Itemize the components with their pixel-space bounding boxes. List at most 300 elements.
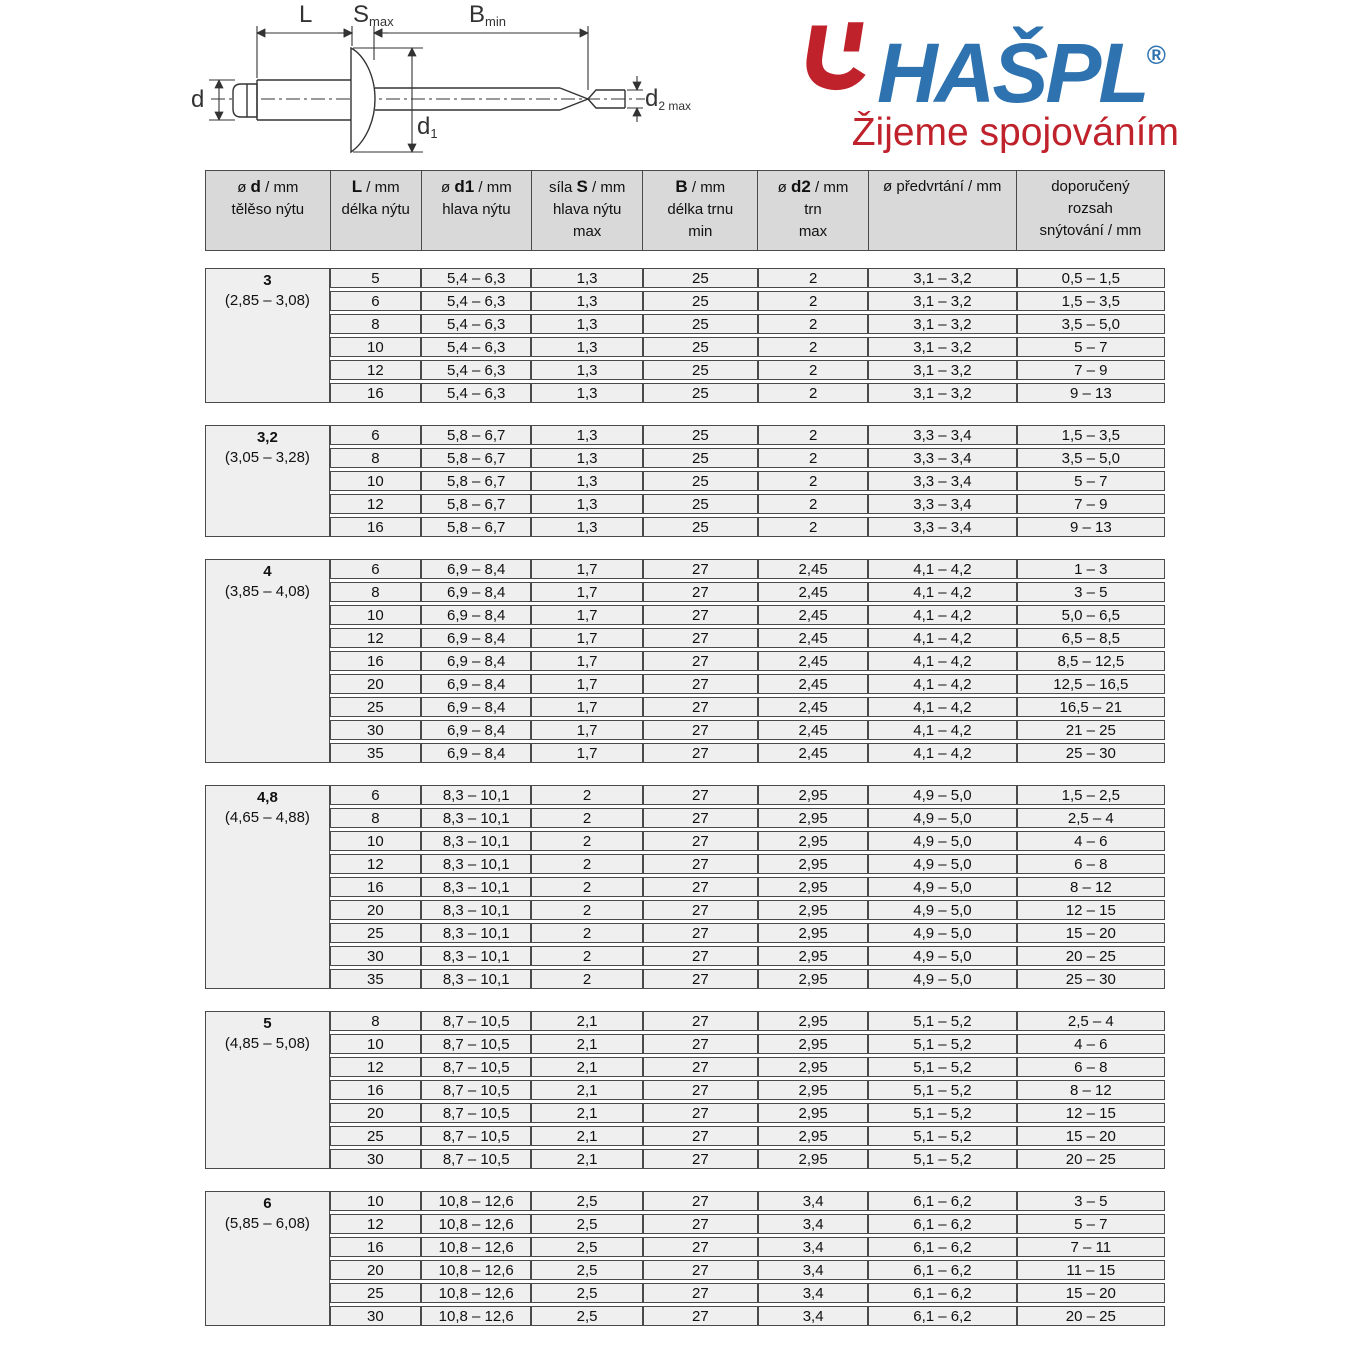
table-row — [205, 360, 1165, 380]
cell: 12 — [330, 360, 421, 380]
cell: 3,4 — [758, 1237, 868, 1257]
rivet-group-3 — [205, 265, 1165, 406]
group-size-cell — [205, 1191, 330, 1326]
cell: 2 — [758, 494, 868, 514]
cell: 27 — [643, 1260, 758, 1280]
cell: 8,7 – 10,5 — [421, 1080, 531, 1100]
table-row — [205, 831, 1165, 851]
cell: 5,4 – 6,3 — [421, 291, 531, 311]
group-size: 6 — [263, 1195, 272, 1212]
cell: 30 — [330, 720, 421, 740]
cell: 3,4 — [758, 1191, 868, 1211]
cell: 4,1 – 4,2 — [868, 559, 1016, 579]
dim-label-S-max: Smax — [353, 1, 394, 29]
cell: 1,5 – 3,5 — [1017, 291, 1165, 311]
cell: 2 — [531, 900, 642, 920]
cell: 2 — [531, 785, 642, 805]
cell: 27 — [643, 628, 758, 648]
cell: 2 — [758, 291, 868, 311]
cell: 2 — [758, 314, 868, 334]
table-row — [205, 1126, 1165, 1146]
cell: 35 — [330, 743, 421, 763]
cell: 1,3 — [531, 337, 642, 357]
cell: 27 — [643, 651, 758, 671]
table-row — [205, 314, 1165, 334]
cell: 12 — [330, 854, 421, 874]
cell: 25 – 30 — [1017, 743, 1165, 763]
cell: 5,4 – 6,3 — [421, 314, 531, 334]
cell: 4,1 – 4,2 — [868, 605, 1016, 625]
cell: 12 — [330, 494, 421, 514]
cell: 25 — [330, 923, 421, 943]
table-row — [205, 471, 1165, 491]
cell: 20 — [330, 674, 421, 694]
cell: 6,1 – 6,2 — [868, 1214, 1016, 1234]
cell: 5 — [330, 268, 421, 288]
cell: 10 — [330, 605, 421, 625]
rivet-group-5 — [205, 1008, 1165, 1172]
cell: 27 — [643, 785, 758, 805]
cell: 2,95 — [758, 877, 868, 897]
cell: 1,7 — [531, 743, 642, 763]
cell: 6 — [330, 559, 421, 579]
cell: 27 — [643, 854, 758, 874]
table-row — [205, 337, 1165, 357]
cell: 2 — [758, 448, 868, 468]
cell: 27 — [643, 808, 758, 828]
cell: 1,3 — [531, 425, 642, 445]
cell: 3,4 — [758, 1260, 868, 1280]
cell: 0,5 – 1,5 — [1017, 268, 1165, 288]
cell: 6,5 – 8,5 — [1017, 628, 1165, 648]
cell: 3,5 – 5,0 — [1017, 314, 1165, 334]
cell: 20 — [330, 1260, 421, 1280]
cell: 2,45 — [758, 697, 868, 717]
cell: 1,7 — [531, 628, 642, 648]
table-row — [205, 697, 1165, 717]
cell: 6 — [330, 785, 421, 805]
table-row — [205, 923, 1165, 943]
rivet-group-6 — [205, 1188, 1165, 1329]
table-row — [205, 559, 1165, 579]
cell: 3,1 – 3,2 — [868, 337, 1016, 357]
cell: 5 – 7 — [1017, 1214, 1165, 1234]
cell: 8,3 – 10,1 — [421, 946, 531, 966]
brand-name — [877, 12, 1166, 120]
cell: 25 — [330, 1126, 421, 1146]
cell: 27 — [643, 1214, 758, 1234]
cell: 10,8 – 12,6 — [421, 1306, 531, 1326]
cell: 2,1 — [531, 1103, 642, 1123]
cell: 12,5 – 16,5 — [1017, 674, 1165, 694]
cell: 6,9 – 8,4 — [421, 582, 531, 602]
cell: 5,1 – 5,2 — [868, 1011, 1016, 1031]
cell: 2,95 — [758, 1103, 868, 1123]
cell: 25 — [643, 291, 758, 311]
cell: 5,8 – 6,7 — [421, 425, 531, 445]
cell: 4,9 – 5,0 — [868, 923, 1016, 943]
cell: 5,4 – 6,3 — [421, 383, 531, 403]
cell: 1,3 — [531, 448, 642, 468]
cell: 4,9 – 5,0 — [868, 808, 1016, 828]
haspl-logo — [793, 12, 1193, 154]
rivet-group-3-2 — [205, 422, 1165, 540]
cell: 5,8 – 6,7 — [421, 471, 531, 491]
cell: 25 — [330, 697, 421, 717]
cell: 7 – 9 — [1017, 494, 1165, 514]
cell: 12 — [330, 1214, 421, 1234]
table-row — [205, 969, 1165, 989]
cell: 25 — [643, 425, 758, 445]
cell: 2 — [531, 923, 642, 943]
table-row — [205, 877, 1165, 897]
cell: 6,9 – 8,4 — [421, 743, 531, 763]
cell: 3 – 5 — [1017, 1191, 1165, 1211]
cell: 20 – 25 — [1017, 1149, 1165, 1169]
group-size: 5 — [263, 1015, 272, 1032]
cell: 2,95 — [758, 946, 868, 966]
table-row — [205, 1260, 1165, 1280]
table-row — [205, 785, 1165, 805]
cell: 27 — [643, 1306, 758, 1326]
cell: 20 – 25 — [1017, 946, 1165, 966]
cell: 16 — [330, 1237, 421, 1257]
group-size: 4 — [263, 563, 272, 580]
cell: 11 – 15 — [1017, 1260, 1165, 1280]
table-row — [205, 900, 1165, 920]
cell: 2,5 — [531, 1214, 642, 1234]
table-row — [205, 1034, 1165, 1054]
table-row — [205, 720, 1165, 740]
cell: 8,7 – 10,5 — [421, 1126, 531, 1146]
cell: 3 – 5 — [1017, 582, 1165, 602]
dim-label-d: d — [191, 86, 205, 113]
cell: 8,7 – 10,5 — [421, 1149, 531, 1169]
cell: 20 — [330, 1103, 421, 1123]
cell: 6 — [330, 291, 421, 311]
cell: 9 – 13 — [1017, 383, 1165, 403]
cell: 30 — [330, 946, 421, 966]
cell: 2,95 — [758, 854, 868, 874]
cell: 4,9 – 5,0 — [868, 877, 1016, 897]
cell: 10,8 – 12,6 — [421, 1237, 531, 1257]
cell: 5,1 – 5,2 — [868, 1126, 1016, 1146]
cell: 5,4 – 6,3 — [421, 268, 531, 288]
cell: 20 – 25 — [1017, 1306, 1165, 1326]
cell: 6,9 – 8,4 — [421, 651, 531, 671]
cell: 8,3 – 10,1 — [421, 808, 531, 828]
dim-label-d2-max: d2 max — [645, 85, 692, 113]
cell: 12 — [330, 628, 421, 648]
cell: 1,7 — [531, 582, 642, 602]
cell: 21 – 25 — [1017, 720, 1165, 740]
group-tolerance-range: (3,05 – 3,28) — [224, 449, 310, 466]
cell: 8,3 – 10,1 — [421, 785, 531, 805]
cell: 2,95 — [758, 1080, 868, 1100]
cell: 6,1 – 6,2 — [868, 1191, 1016, 1211]
col-header-s: síla S / mm hlava nýtu max — [532, 171, 643, 251]
cell: 3,3 – 3,4 — [868, 494, 1016, 514]
cell: 16 — [330, 383, 421, 403]
cell: 25 — [643, 314, 758, 334]
cell: 10,8 – 12,6 — [421, 1283, 531, 1303]
cell: 1,7 — [531, 651, 642, 671]
group-size: 4,8 — [256, 789, 278, 806]
cell: 10 — [330, 1191, 421, 1211]
cell: 2,45 — [758, 559, 868, 579]
cell: 2 — [531, 969, 642, 989]
cell: 2,45 — [758, 628, 868, 648]
table-row — [205, 674, 1165, 694]
cell: 4,1 – 4,2 — [868, 628, 1016, 648]
cell: 3,3 – 3,4 — [868, 517, 1016, 537]
cell: 8,3 – 10,1 — [421, 831, 531, 851]
cell: 8,3 – 10,1 — [421, 923, 531, 943]
cell: 2,95 — [758, 1011, 868, 1031]
cell: 27 — [643, 559, 758, 579]
group-tolerance-range: (2,85 – 3,08) — [224, 292, 310, 309]
cell: 2,5 – 4 — [1017, 1011, 1165, 1031]
table-row — [205, 1237, 1165, 1257]
cell: 4,9 – 5,0 — [868, 946, 1016, 966]
cell: 27 — [643, 1103, 758, 1123]
cell: 1,5 – 2,5 — [1017, 785, 1165, 805]
cell: 2,1 — [531, 1034, 642, 1054]
cell: 4,9 – 5,0 — [868, 831, 1016, 851]
cell: 8 — [330, 448, 421, 468]
rivet-group-4 — [205, 556, 1165, 766]
cell: 3,4 — [758, 1214, 868, 1234]
cell: 6 – 8 — [1017, 854, 1165, 874]
table-row — [205, 291, 1165, 311]
cell: 6,1 – 6,2 — [868, 1260, 1016, 1280]
table-row — [205, 743, 1165, 763]
table-row — [205, 1191, 1165, 1211]
brand-text: HAŠPL — [877, 26, 1147, 120]
table-row — [205, 448, 1165, 468]
cell: 2,45 — [758, 743, 868, 763]
table-row — [205, 946, 1165, 966]
cell: 30 — [330, 1306, 421, 1326]
table-row — [205, 628, 1165, 648]
cell: 15 – 20 — [1017, 923, 1165, 943]
cell: 2,5 — [531, 1283, 642, 1303]
table-row — [205, 383, 1165, 403]
cell: 2,95 — [758, 1034, 868, 1054]
cell: 10 — [330, 831, 421, 851]
cell: 5,0 – 6,5 — [1017, 605, 1165, 625]
cell: 1,3 — [531, 360, 642, 380]
cell: 8 — [330, 582, 421, 602]
cell: 5,1 – 5,2 — [868, 1103, 1016, 1123]
cell: 3,1 – 3,2 — [868, 383, 1016, 403]
cell: 2 — [758, 425, 868, 445]
cell: 2,95 — [758, 785, 868, 805]
cell: 12 – 15 — [1017, 900, 1165, 920]
cell: 8,3 – 10,1 — [421, 969, 531, 989]
cell: 6,9 – 8,4 — [421, 697, 531, 717]
cell: 5,1 – 5,2 — [868, 1034, 1016, 1054]
cell: 2,5 — [531, 1260, 642, 1280]
cell: 8,7 – 10,5 — [421, 1057, 531, 1077]
cell: 27 — [643, 743, 758, 763]
cell: 5,8 – 6,7 — [421, 448, 531, 468]
cell: 2,5 — [531, 1306, 642, 1326]
cell: 3,5 – 5,0 — [1017, 448, 1165, 468]
cell: 2 — [531, 877, 642, 897]
cell: 4,9 – 5,0 — [868, 969, 1016, 989]
cell: 3,3 – 3,4 — [868, 471, 1016, 491]
cell: 1,7 — [531, 605, 642, 625]
table-row — [205, 582, 1165, 602]
cell: 35 — [330, 969, 421, 989]
cell: 3,3 – 3,4 — [868, 425, 1016, 445]
cell: 5 – 7 — [1017, 471, 1165, 491]
cell: 2,5 — [531, 1191, 642, 1211]
cell: 2,95 — [758, 1057, 868, 1077]
cell: 7 – 11 — [1017, 1237, 1165, 1257]
cell: 6,1 – 6,2 — [868, 1283, 1016, 1303]
logo-tagline: Žijeme spojováním — [851, 111, 1179, 154]
cell: 8 — [330, 808, 421, 828]
col-header-l: L / mm délka nýtu — [330, 171, 421, 251]
cell: 3,3 – 3,4 — [868, 448, 1016, 468]
cell: 25 — [643, 360, 758, 380]
table-row — [205, 854, 1165, 874]
cell: 2,95 — [758, 831, 868, 851]
table-row — [205, 808, 1165, 828]
table-row — [205, 517, 1165, 537]
cell: 10 — [330, 337, 421, 357]
cell: 27 — [643, 1080, 758, 1100]
cell: 4 – 6 — [1017, 831, 1165, 851]
cell: 2,95 — [758, 1149, 868, 1169]
cell: 27 — [643, 1126, 758, 1146]
cell: 2,1 — [531, 1080, 642, 1100]
cell: 2,95 — [758, 969, 868, 989]
table-row — [205, 1214, 1165, 1234]
cell: 8 – 12 — [1017, 877, 1165, 897]
cell: 1,7 — [531, 674, 642, 694]
cell: 6,9 – 8,4 — [421, 605, 531, 625]
cell: 4,1 – 4,2 — [868, 697, 1016, 717]
cell: 2,95 — [758, 808, 868, 828]
cell: 27 — [643, 877, 758, 897]
dim-label-B-min: Bmin — [469, 1, 506, 29]
group-size-cell — [205, 785, 330, 989]
table-row — [205, 1057, 1165, 1077]
cell: 6 – 8 — [1017, 1057, 1165, 1077]
cell: 1,3 — [531, 383, 642, 403]
cell: 4,1 – 4,2 — [868, 674, 1016, 694]
cell: 2 — [531, 946, 642, 966]
cell: 16 — [330, 1080, 421, 1100]
dim-label-d1: d1 — [417, 113, 438, 141]
cell: 25 — [643, 383, 758, 403]
cell: 2,95 — [758, 1126, 868, 1146]
cell: 30 — [330, 1149, 421, 1169]
cell: 6,1 – 6,2 — [868, 1306, 1016, 1326]
cell: 1,3 — [531, 291, 642, 311]
cell: 5,4 – 6,3 — [421, 360, 531, 380]
cell: 10 — [330, 1034, 421, 1054]
cell: 3,4 — [758, 1306, 868, 1326]
col-header-b: B / mm délka trnu min — [643, 171, 758, 251]
cell: 4,9 – 5,0 — [868, 785, 1016, 805]
cell: 3,4 — [758, 1283, 868, 1303]
cell: 25 — [643, 268, 758, 288]
cell: 27 — [643, 1011, 758, 1031]
cell: 4,1 – 4,2 — [868, 651, 1016, 671]
cell: 27 — [643, 720, 758, 740]
cell: 27 — [643, 1283, 758, 1303]
cell: 2,45 — [758, 720, 868, 740]
table-row — [205, 1103, 1165, 1123]
header-row — [206, 171, 1165, 251]
cell: 5,4 – 6,3 — [421, 337, 531, 357]
cell: 6 — [330, 425, 421, 445]
col-header-predrill: ø předvrtání / mm — [868, 171, 1016, 251]
col-header-d1: ø d1 / mm hlava nýtu — [421, 171, 531, 251]
cell: 16,5 – 21 — [1017, 697, 1165, 717]
table-row — [205, 1011, 1165, 1031]
cell: 4 – 6 — [1017, 1034, 1165, 1054]
cell: 25 — [643, 494, 758, 514]
cell: 1,3 — [531, 314, 642, 334]
cell: 27 — [643, 831, 758, 851]
cell: 10,8 – 12,6 — [421, 1214, 531, 1234]
cell: 2,1 — [531, 1011, 642, 1031]
cell: 6,1 – 6,2 — [868, 1237, 1016, 1257]
cell: 8 – 12 — [1017, 1080, 1165, 1100]
table-header — [205, 170, 1165, 251]
cell: 4,1 – 4,2 — [868, 720, 1016, 740]
cell: 27 — [643, 1237, 758, 1257]
cell: 25 — [643, 471, 758, 491]
group-tolerance-range: (5,85 – 6,08) — [224, 1215, 310, 1232]
cell: 27 — [643, 923, 758, 943]
cell: 6,9 – 8,4 — [421, 628, 531, 648]
cell: 2 — [758, 337, 868, 357]
cell: 1,7 — [531, 697, 642, 717]
cell: 10,8 – 12,6 — [421, 1191, 531, 1211]
cell: 3,1 – 3,2 — [868, 360, 1016, 380]
cell: 10,8 – 12,6 — [421, 1260, 531, 1280]
cell: 1,3 — [531, 268, 642, 288]
table-row — [205, 1283, 1165, 1303]
cell: 2 — [531, 808, 642, 828]
cell: 27 — [643, 582, 758, 602]
cell: 27 — [643, 946, 758, 966]
cell: 25 — [330, 1283, 421, 1303]
group-tolerance-range: (4,85 – 5,08) — [224, 1035, 310, 1052]
cell: 5,8 – 6,7 — [421, 517, 531, 537]
cell: 16 — [330, 877, 421, 897]
cell: 2 — [758, 268, 868, 288]
cell: 2 — [758, 517, 868, 537]
cell: 27 — [643, 1191, 758, 1211]
cell: 6,9 – 8,4 — [421, 674, 531, 694]
cell: 8,3 – 10,1 — [421, 854, 531, 874]
cell: 1,7 — [531, 559, 642, 579]
cell: 8 — [330, 314, 421, 334]
group-size-cell — [205, 559, 330, 763]
group-tolerance-range: (4,65 – 4,88) — [224, 809, 310, 826]
cell: 27 — [643, 674, 758, 694]
cell: 3,1 – 3,2 — [868, 314, 1016, 334]
table-row — [205, 268, 1165, 288]
cell: 15 – 20 — [1017, 1283, 1165, 1303]
